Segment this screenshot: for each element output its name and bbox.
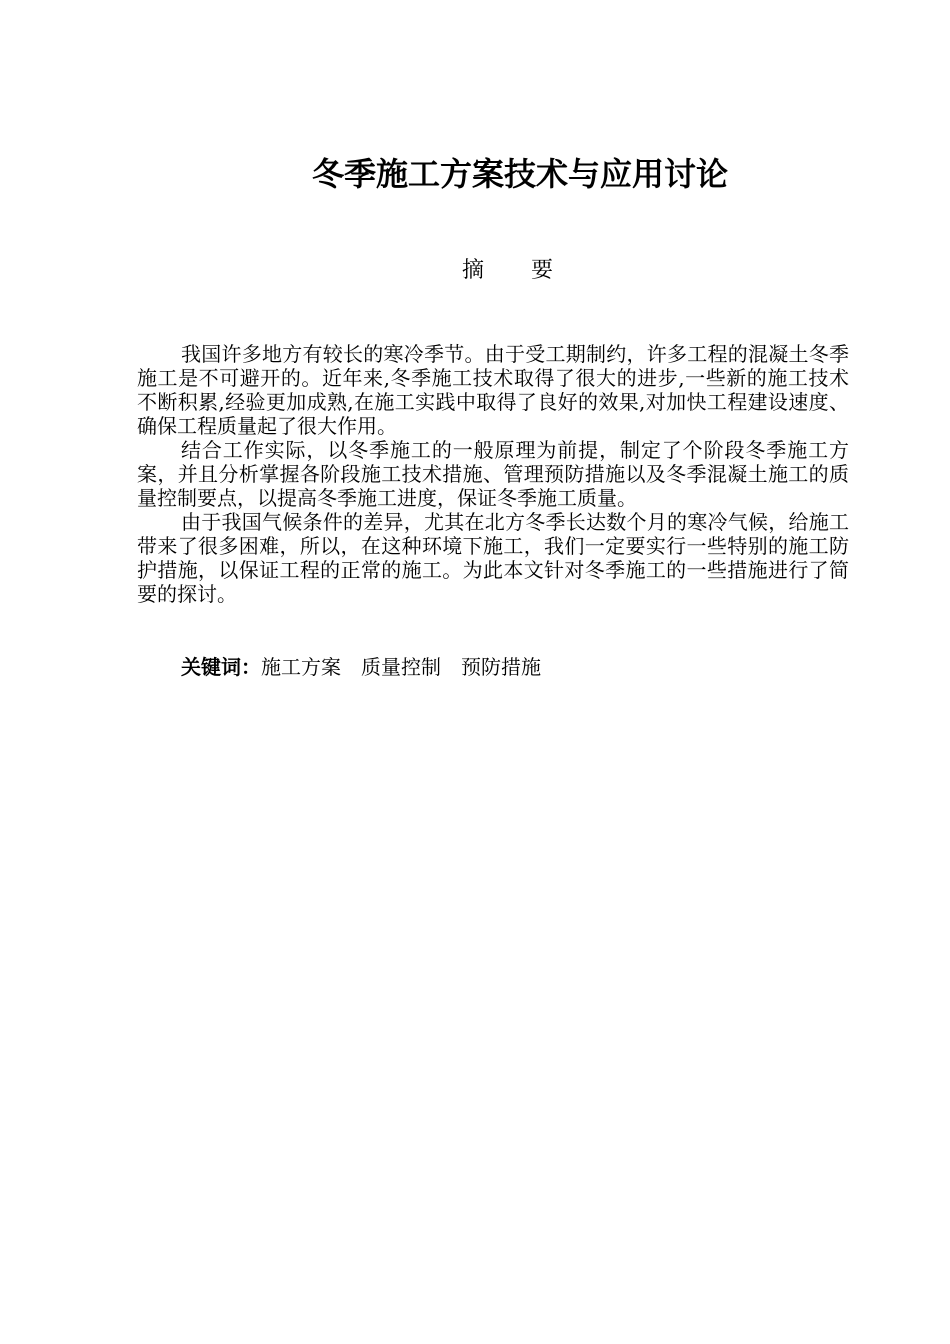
abstract-paragraph-3: 由于我国气候条件的差异，尤其在北方冬季长达数个月的寒冷气候，给施工带来了很多困难，所以，在这种环境下施工，我们一定要实行一些特别的施工防护措施，以保证工程的正常的施工。为此本文针对冬季施工的一些措施进行了简要的探讨。 (137, 510, 849, 606)
keyword-item: 施工方案 (261, 655, 341, 679)
keywords-label: 关键词： (181, 655, 261, 679)
abstract-paragraph-2: 结合工作实际，以冬季施工的一般原理为前提，制定了个阶段冬季施工方案，并且分析掌握各阶段施工技术措施、管理预防措施以及冬季混凝土施工的质量控制要点，以提高冬季施工进度，保证冬季施工质量。 (137, 438, 849, 510)
abstract-heading: 摘 要 (462, 258, 573, 283)
abstract-body (137, 342, 849, 606)
keywords-line (181, 653, 781, 681)
keyword-item: 预防措施 (461, 655, 541, 679)
abstract-paragraph-1: 我国许多地方有较长的寒冷季节。由于受工期制约，许多工程的混凝土冬季施工是不可避开的。近年来,冬季施工技术取得了很大的进步,一些新的施工技术不断积累,经验更加成熟,在施工实践中取得了良好的效果,对加快工程建设速度、确保工程质量起了很大作用。 (137, 342, 849, 438)
keyword-item: 质量控制 (361, 655, 441, 679)
document-title: 冬季施工方案技术与应用讨论 (311, 155, 728, 193)
